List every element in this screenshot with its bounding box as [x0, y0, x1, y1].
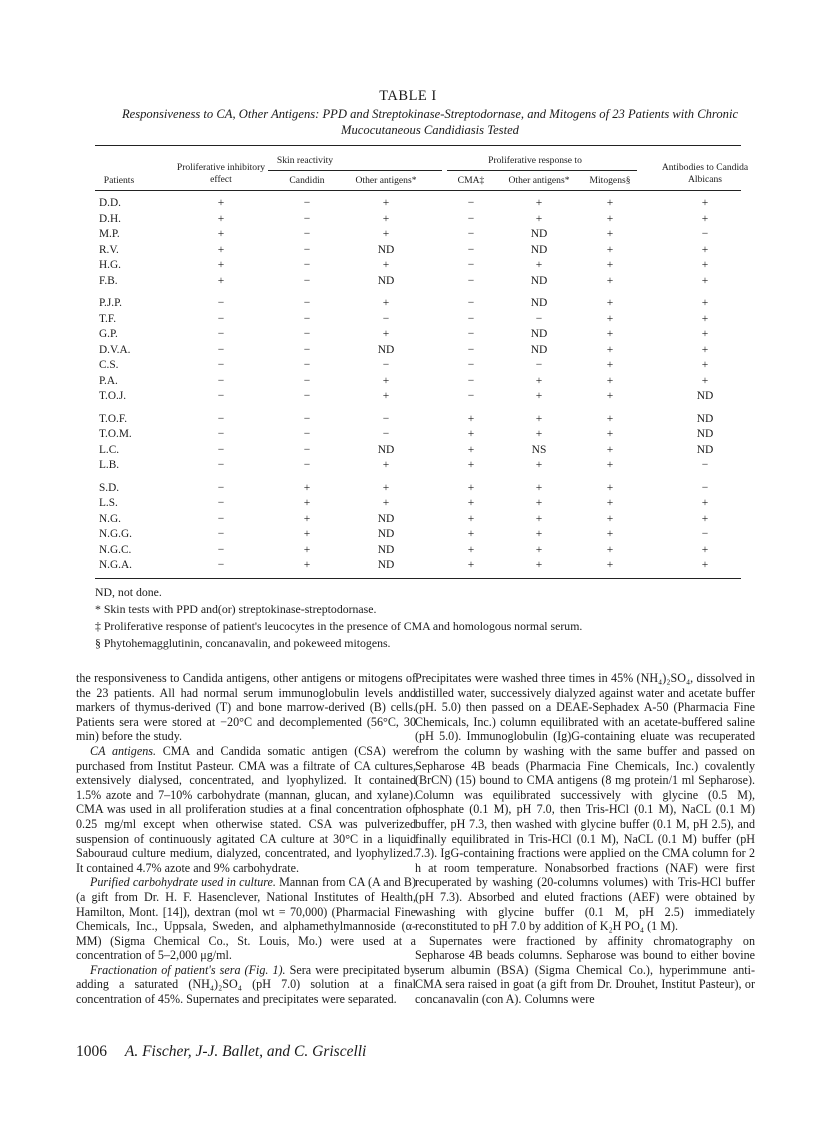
patient-id: M.P. — [99, 228, 120, 240]
table-cell: − — [303, 412, 311, 425]
table-cell: + — [535, 428, 543, 440]
table-cell: + — [467, 497, 475, 509]
patient-id: L.C. — [99, 443, 120, 456]
table-cell: − — [701, 459, 709, 471]
table-cell: + — [606, 528, 614, 540]
table-cell: ND — [530, 274, 548, 287]
table-cell: + — [467, 528, 475, 540]
table-cell: + — [606, 443, 614, 456]
table-cell: − — [467, 359, 475, 371]
table-row-group — [0, 196, 816, 289]
header-group-proliferative: Proliferative response to — [488, 155, 582, 166]
table-cell: − — [303, 312, 311, 325]
table-cell: + — [467, 459, 475, 471]
footnote-mitogens: § Phytohemagglutinin, concanavalin, and pokeweed mitogens. — [95, 636, 391, 650]
table-cell: − — [467, 312, 475, 325]
table-cell: + — [606, 228, 614, 240]
table-cell: + — [382, 228, 390, 240]
footnote-skin-tests: * Skin tests with PPD and(or) streptokinase-streptodornase. — [95, 602, 377, 616]
header-patients: Patients — [103, 175, 135, 186]
right-text-column — [415, 671, 755, 1007]
table-footnotes — [95, 584, 745, 652]
table-cell: + — [535, 543, 543, 556]
patient-id: D.D. — [99, 197, 121, 209]
table-row — [0, 243, 816, 259]
table-cell: − — [217, 343, 225, 356]
table-cell: ND — [377, 559, 395, 571]
paragraph-heading: CA antigens. — [90, 743, 156, 758]
table-cell: + — [535, 459, 543, 471]
table-cell: + — [217, 274, 225, 287]
patient-id: N.G.C. — [99, 543, 132, 556]
table-cell: − — [217, 528, 225, 540]
paragraph-text: Sera were precipitated by adding a saturated (NH₄)₂SO₄ (pH 7.0) solution at a final concentration of 45%. Supernates and precipitates were separated. — [76, 962, 417, 1007]
table-cell: ND — [377, 343, 395, 356]
table-cell: − — [217, 512, 225, 525]
table-cell: + — [606, 297, 614, 309]
table-cell: − — [217, 443, 225, 456]
table-caption: Responsiveness to CA, Other Antigens: PPD and Streptokinase-Streptodornase, and Mitogens of 23 Patients with Chronic Mucocutaneous Candidiasis Tested — [121, 107, 739, 137]
table-cell: + — [606, 559, 614, 571]
table-cell: + — [701, 359, 709, 371]
table-row — [0, 443, 816, 459]
table-cell: − — [303, 374, 311, 387]
table-row — [0, 212, 816, 228]
table-cell: − — [701, 481, 709, 494]
table-body — [0, 196, 816, 581]
table-cell: + — [303, 512, 311, 525]
table-cell: + — [382, 197, 390, 209]
table-cell: + — [535, 497, 543, 509]
table-cell: − — [467, 343, 475, 356]
table-cell: + — [467, 412, 475, 425]
table-cell: − — [303, 443, 311, 456]
table-row — [0, 427, 816, 443]
table-cell: ND — [530, 297, 548, 309]
table-cell: − — [303, 328, 311, 340]
table-row — [0, 296, 816, 312]
table-row — [0, 327, 816, 343]
table-row — [0, 458, 816, 474]
table-cell: + — [535, 212, 543, 225]
table-cell: + — [606, 512, 614, 525]
table-cell: + — [303, 543, 311, 556]
table-cell: + — [382, 459, 390, 471]
running-authors: A. Fischer, J-J. Ballet, and C. Griscelli — [124, 1043, 367, 1060]
table-cell: − — [217, 497, 225, 509]
table-cell: − — [217, 412, 225, 425]
patient-id: T.O.M. — [99, 428, 132, 440]
table-cell: + — [701, 328, 709, 340]
table-cell: − — [467, 212, 475, 225]
table-cell: + — [303, 481, 311, 494]
table-cell: − — [467, 390, 475, 402]
table-cell: − — [303, 459, 311, 471]
patient-id: C.S. — [99, 359, 119, 371]
table-cell: − — [217, 390, 225, 402]
table-cell: + — [467, 428, 475, 440]
table-row — [0, 374, 816, 390]
table-cell: − — [467, 328, 475, 340]
table-cell: + — [467, 481, 475, 494]
table-cell: + — [701, 512, 709, 525]
table-cell: + — [303, 559, 311, 571]
table-cell: − — [467, 374, 475, 387]
table-cell: ND — [377, 274, 395, 287]
patient-id: D.H. — [99, 212, 121, 225]
patient-id: L.S. — [99, 497, 118, 509]
paragraph-text: Supernates were fractioned by affinity chromatography on Sepharose 4B beads columns. Sepharose was bound to either bovine serum albumin (BSA) (Sigma Chemical Co.), hyperimmune anti-CMA sera raised in goat (a gift from Dr. Drouhet, Institut Pasteur), or concanavalin (con A). Columns were — [415, 933, 755, 1007]
patient-id: F.B. — [99, 274, 118, 287]
table-cell: + — [217, 228, 225, 240]
table-cell: − — [382, 412, 390, 425]
patient-id: P.A. — [99, 374, 118, 387]
table-cell: + — [382, 212, 390, 225]
table-cell: + — [303, 497, 311, 509]
patient-id: T.O.J. — [99, 390, 127, 402]
patient-id: T.O.F. — [99, 412, 128, 425]
table-row-group — [0, 481, 816, 574]
table-cell: − — [382, 428, 390, 440]
table-cell: − — [467, 259, 475, 271]
table-cell: − — [467, 228, 475, 240]
table-cell: ND — [530, 228, 548, 240]
table-row — [0, 274, 816, 290]
table-cell: ND — [696, 412, 714, 425]
table-cell: + — [535, 528, 543, 540]
table-cell: ND — [377, 243, 395, 256]
table-cell: + — [606, 459, 614, 471]
table-cell: ND — [530, 328, 548, 340]
table-row — [0, 481, 816, 497]
body-paragraph — [76, 671, 416, 744]
table-row — [0, 258, 816, 274]
body-paragraph — [415, 934, 755, 1007]
header-candidin: Candidin — [289, 175, 325, 186]
table-bottom-rule — [95, 578, 741, 579]
table-cell: NS — [531, 443, 547, 456]
table-cell: + — [606, 243, 614, 256]
table-cell: − — [217, 559, 225, 571]
table-cell: + — [606, 343, 614, 356]
patient-id: P.J.P. — [99, 297, 122, 309]
table-cell: + — [606, 428, 614, 440]
header-proliferative-inhibitory: Proliferative inhibitory effect — [176, 162, 266, 185]
table-cell: − — [217, 543, 225, 556]
table-row — [0, 527, 816, 543]
table-cell: + — [606, 481, 614, 494]
footnote-nd: ND, not done. — [95, 585, 162, 599]
table-cell: + — [467, 559, 475, 571]
table-cell: + — [217, 243, 225, 256]
table-cell: − — [535, 312, 543, 325]
table-header-rule — [95, 190, 741, 191]
table-row — [0, 558, 816, 574]
table-cell: − — [217, 428, 225, 440]
header-group-skin: Skin reactivity — [276, 155, 334, 166]
table-cell: ND — [377, 443, 395, 456]
table-cell: + — [535, 374, 543, 387]
table-cell: + — [382, 497, 390, 509]
table-cell: − — [303, 343, 311, 356]
table-cell: − — [467, 197, 475, 209]
table-cell: − — [217, 359, 225, 371]
table-cell: + — [606, 312, 614, 325]
patient-id: T.F. — [99, 312, 117, 325]
table-cell: + — [217, 259, 225, 271]
table-cell: − — [303, 274, 311, 287]
table-cell: − — [303, 228, 311, 240]
table-cell: − — [467, 297, 475, 309]
prolif-group-rule — [447, 170, 637, 171]
table-row — [0, 412, 816, 428]
table-cell: − — [303, 297, 311, 309]
table-cell: + — [701, 274, 709, 287]
paragraph-text: CMA and Candida somatic antigen (CSA) were purchased from Institut Pasteur. CMA was a filtrate of CA cultures, extensively dialysed, concentrated, and lyophylized. It contained 1.5% azote and 7–10% carbohydrate (mannan, glucan, and xylane). CMA was used in all proliferation studies at a final concentration of 0.25 mg/ml except when otherwise stated. CSA was pulverized suspension of continuously agitated CA culture at 30°C in a liquid Sabouraud culture medium, dialyzed, concentrated, and lyophylized. It contained 4.7% azote and 9% carbohydrate. — [76, 743, 416, 875]
table-cell: + — [701, 259, 709, 271]
table-cell: − — [217, 374, 225, 387]
table-cell: + — [606, 374, 614, 387]
table-row — [0, 543, 816, 559]
table-cell: ND — [696, 428, 714, 440]
table-cell: − — [303, 259, 311, 271]
table-row — [0, 227, 816, 243]
table-cell: − — [217, 297, 225, 309]
table-cell: − — [701, 228, 709, 240]
table-cell: − — [303, 428, 311, 440]
patient-id: H.G. — [99, 259, 121, 271]
table-cell: + — [535, 259, 543, 271]
table-cell: + — [535, 512, 543, 525]
table-cell: + — [467, 443, 475, 456]
header-prolif-other: Other antigens* — [508, 175, 570, 186]
table-cell: + — [535, 197, 543, 209]
table-cell: + — [701, 243, 709, 256]
paragraph-text: the responsiveness to Candida antigens, other antigens or mitogens of the 23 patients. All had normal serum immunoglobulin levels and markers of thymus-derived (T) and bone marrow-derived (B) cells. Patients sera were stored at −20°C and decomplemented (56°C, 30 min) before the study. — [76, 671, 416, 744]
table-cell: + — [701, 559, 709, 571]
patient-id: N.G. — [99, 512, 121, 525]
table-cell: − — [382, 312, 390, 325]
left-text-column — [76, 671, 416, 1007]
patient-id: S.D. — [99, 481, 120, 494]
table-row — [0, 312, 816, 328]
table-cell: + — [382, 481, 390, 494]
table-cell: + — [606, 212, 614, 225]
table-cell: − — [382, 359, 390, 371]
patient-id: D.V.A. — [99, 343, 131, 356]
table-cell: − — [467, 243, 475, 256]
table-cell: + — [701, 343, 709, 356]
table-cell: − — [303, 197, 311, 209]
table-cell: + — [606, 359, 614, 371]
table-cell: + — [606, 497, 614, 509]
body-paragraph — [76, 963, 416, 1007]
table-cell: + — [701, 497, 709, 509]
table-top-rule — [95, 145, 741, 146]
table-cell: + — [535, 390, 543, 402]
table-cell: + — [467, 543, 475, 556]
table-cell: ND — [377, 512, 395, 525]
table-cell: + — [535, 412, 543, 425]
page-footer — [76, 1043, 756, 1061]
table-cell: ND — [530, 343, 548, 356]
header-antibodies: Antibodies to Candida Albicans — [661, 162, 749, 185]
table-cell: − — [535, 359, 543, 371]
table-cell: ND — [696, 443, 714, 456]
table-cell: + — [701, 212, 709, 225]
table-cell: ND — [530, 243, 548, 256]
table-cell: − — [467, 274, 475, 287]
footnote-proliferative: ‡ Proliferative response of patient's leucocytes in the presence of CMA and homologous normal serum. — [95, 619, 583, 633]
table-cell: + — [217, 197, 225, 209]
paragraph-heading: Purified carbohydrate used in culture. — [90, 875, 276, 890]
table-cell: + — [217, 212, 225, 225]
body-paragraph — [76, 744, 416, 875]
table-cell: − — [217, 328, 225, 340]
table-cell: − — [701, 528, 709, 540]
table-cell: − — [303, 390, 311, 402]
table-cell: + — [382, 374, 390, 387]
table-row — [0, 196, 816, 212]
table-cell: + — [606, 259, 614, 271]
table-cell: − — [217, 459, 225, 471]
table-cell: + — [701, 312, 709, 325]
table-cell: − — [217, 481, 225, 494]
table-cell: − — [303, 359, 311, 371]
table-cell: + — [535, 481, 543, 494]
table-cell: − — [303, 243, 311, 256]
table-cell: ND — [377, 543, 395, 556]
table-cell: + — [382, 297, 390, 309]
skin-group-rule — [268, 170, 442, 171]
table-cell: ND — [377, 528, 395, 540]
page-number: 1006 — [76, 1043, 107, 1060]
table-cell: + — [382, 390, 390, 402]
body-paragraph — [76, 875, 416, 963]
table-cell: + — [606, 412, 614, 425]
patient-id: R.V. — [99, 243, 119, 256]
table-cell: − — [217, 312, 225, 325]
patient-id: N.G.A. — [99, 559, 132, 571]
table-cell: + — [303, 528, 311, 540]
table-cell: + — [382, 259, 390, 271]
table-cell: + — [701, 297, 709, 309]
table-row-group — [0, 412, 816, 474]
paragraph-text: Precipitates were washed three times in 45% (NH₄)₂SO₄, dissolved in distilled water, successively dialyzed against water and acetate buffer (pH. 5.0) then passed on a DEAE-Sephadex A-50 (Pharmacia Fine Chemicals, Inc.) column equilibrated with an acetate-buffered saline (pH 5.0). Immunoglobulin (Ig)G-containing eluate was recuperated from the column by washing with the same buffer and passed on Sepharose 4B beads (Pharmacia Fine Chemicals, Inc.) covalently (BrCN) (15) bound to CMA antigens (8 mg protein/1 ml Sepharose). Column was equilibrated successively with glycine (0.5 M), phosphate (0.1 M), pH 7.0, then Tris-HCl (0.1 M), NaCL (0.1 M) buffer, pH 7.3, then washed with glycine buffer (0.1 M, pH 2.5), and finally equilibrated in Tris-HCl (0.1 M), NaCL (0.1 M) buffer (pH 7.3). IgG-containing fractions were applied on the CMA column for 2 h at room temperature. Nonabsorbed fractions (NAF) were first recuperated by washing (20-columns volumes) with Tris-HCl buffer (pH 7.3). Absorbed and eluted fractions (AEF) were obtained by washing with glycine buffer (0.1 M, pH 2.5) immediately reconstituted to pH 7.0 by addition of K₂H PO₄ (1 M). — [415, 671, 755, 934]
table-cell: + — [535, 559, 543, 571]
table-cell: + — [382, 328, 390, 340]
table-cell: + — [467, 512, 475, 525]
table-row — [0, 389, 816, 405]
table-row-group — [0, 296, 816, 405]
table-row — [0, 358, 816, 374]
table-row — [0, 343, 816, 359]
table-cell: ND — [696, 390, 714, 402]
table-cell: − — [303, 212, 311, 225]
table-cell: + — [701, 543, 709, 556]
paragraph-text: Mannan from CA (A and B) (a gift from Dr. H. F. Hasenclever, National Institutes of Health, Hamilton, Mont. [14]), dextran (mol wt = 70,000) (Pharmacial Fine Chemicals, Inc., Uppsala, Sweden, and alphamethylmannoside (α-MM) (Sigma Chemical Co., St. Louis, Mo.) were used at a concentration of 5–2,000 μg/ml. — [76, 875, 416, 963]
table-cell: + — [606, 543, 614, 556]
table-cell: + — [606, 274, 614, 287]
table-number: TABLE I — [379, 88, 437, 104]
paragraph-heading: Fractionation of patient's sera (Fig. 1). — [90, 962, 286, 977]
table-cell: + — [606, 390, 614, 402]
table-cell: + — [606, 328, 614, 340]
table-cell: + — [701, 374, 709, 387]
patient-id: N.G.G. — [99, 528, 132, 540]
table-row — [0, 512, 816, 528]
table-cell: + — [606, 197, 614, 209]
header-cma: CMA‡ — [457, 175, 485, 186]
body-paragraph — [415, 671, 755, 934]
table-cell: + — [701, 197, 709, 209]
table-row — [0, 496, 816, 512]
patient-id: G.P. — [99, 328, 118, 340]
header-skin-other: Other antigens* — [355, 175, 417, 186]
header-mitogens: Mitogens§ — [589, 175, 631, 186]
patient-id: L.B. — [99, 459, 120, 471]
